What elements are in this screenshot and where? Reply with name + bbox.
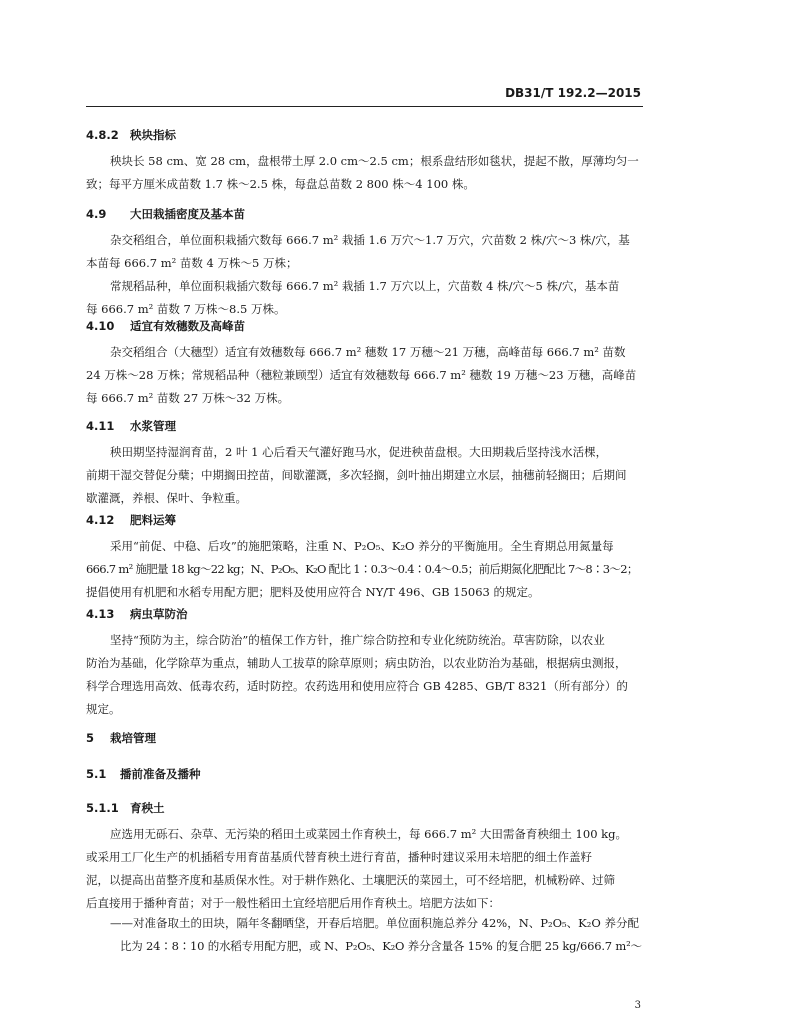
section-number: 4.8.2 [86,128,119,142]
section-number: 5.1 [86,767,107,781]
section-number: 5 [86,731,95,745]
section-title: 秧块指标 [130,128,176,142]
paragraph-4-13 [86,629,643,721]
heading-4-12 [86,512,176,528]
section-title: 播前准备及播种 [120,767,201,781]
section-number: 4.12 [86,513,115,527]
paragraph-4-10 [86,341,643,410]
paragraph-4-11 [86,441,643,510]
heading-5 [86,730,156,746]
heading-4-11 [86,418,176,434]
text-line: 每 666.7 m² 苗数 27 万株～32 万株。 [86,391,290,405]
heading-4-8-2 [86,127,176,143]
text-line: 泥，以提高出苗整齐度和基质保水性。对于耕作熟化、土壤肥沃的菜园土，可不经培肥，机械粉碎、过筛 [86,873,615,887]
section-title: 大田栽插密度及基本苗 [130,207,245,221]
text-line: 杂交稻组合，单位面积栽插穴数每 666.7 m² 栽插 1.6 万穴～1.7 万穴，穴苗数 2 株/穴～3 株/穴，基 [110,233,630,247]
text-line: 杂交稻组合（大穗型）适宜有效穗数每 666.7 m² 穗数 17 万穗～21 万穗，高峰苗每 666.7 m² 苗数 [110,345,626,359]
text-line: 秧田期坚持湿润育苗，2 叶 1 心后看天气灌好跑马水，促进秧苗盘根。大田期栽后坚持浅水活棵， [110,445,608,459]
text-line: 每 666.7 m² 苗数 7 万株～8.5 万株。 [86,302,286,316]
text-line: 666.7 m² 施肥量 18 kg～22 kg；N、P₂O₅、K₂O 配比 1∶0.3～0.4∶0.4～0.5；前后期氮化肥配比 7～8∶3～2； [86,562,638,576]
document-code: DB31/T 192.2—2015 [505,86,641,100]
section-number: 4.13 [86,607,115,621]
section-title: 栽培管理 [110,731,156,745]
list-item: ——对准备取土的田块，隔年冬翻晒垡，开春后培肥。单位面积施总养分 42%，N、P₂O₅、K₂O 养分配 [110,916,639,930]
text-line: 采用“前促、中稳、后攻”的施肥策略，注重 N、P₂O₅、K₂O 养分的平衡施用。全生育期总用氮量每 [110,539,614,553]
text-line: 后直接用于播种育苗；对于一般性稻田土宜经培肥后用作育秧土。培肥方法如下： [86,896,500,910]
text-line: 防治为基础，化学除草为重点，辅助人工拔草的除草原则；病虫防治，以农业防治为基础，根据病虫测报， [86,656,627,670]
page-number: 3 [634,1000,641,1011]
text-line: 坚持“预防为主，综合防治”的植保工作方针，推广综合防控和专业化统防统治。草害防除，以农业 [110,633,605,647]
section-number: 4.11 [86,419,115,433]
section-title: 育秧土 [130,801,165,815]
text-line: 或采用工厂化生产的机插稻专用育苗基质代替育秧土进行育苗，播种时建议采用未培肥的细土作盖籽 [86,850,592,864]
text-line: 致；每平方厘米成苗数 1.7 株～2.5 株，每盘总苗数 2 800 株～4 100 株。 [86,177,475,191]
text-line: 提倡使用有机肥和水稻专用配方肥；肥料及使用应符合 NY/T 496、GB 15063 的规定。 [86,585,540,599]
text-line: 前期干湿交替促分蘖；中期搁田控苗，间歇灌溉，多次轻搁，剑叶抽出期建立水层，抽穗前轻搁田；后期间 [86,468,627,482]
paragraph-4-8-2 [86,150,643,196]
paragraph-4-12 [86,535,643,604]
section-title: 水浆管理 [130,419,176,433]
section-title: 病虫草防治 [130,607,188,621]
text-line: 本苗每 666.7 m² 苗数 4 万株～5 万株； [86,256,298,270]
section-number: 4.9 [86,207,107,221]
text-line: 比为 24∶8∶10 的水稻专用配方肥，或 N、P₂O₅、K₂O 养分含量各 15% 的复合肥 25 kg/666.7 m²～ [120,939,642,953]
paragraph-4-9 [86,229,643,321]
header-rule [86,106,643,107]
text-line: 24 万株～28 万株；常规稻品种（穗粒兼顾型）适宜有效穗数每 666.7 m² 穗数 19 万穗～23 万穗，高峰苗 [86,368,637,382]
heading-5-1 [86,766,201,782]
section-number: 4.10 [86,319,115,333]
heading-4-10 [86,318,245,334]
heading-4-13 [86,606,188,622]
heading-4-9 [86,206,245,222]
heading-5-1-1 [86,800,165,816]
text-line: 歇灌溉，养根、保叶、争粒重。 [86,491,247,505]
section-number: 5.1.1 [86,801,119,815]
text-line: 常规稻品种，单位面积栽插穴数每 666.7 m² 栽插 1.7 万穴以上，穴苗数 4 株/穴～5 株/穴，基本苗 [110,279,620,293]
text-line: 科学合理选用高效、低毒农药，适时防控。农药选用和使用应符合 GB 4285、GB/T 8321（所有部分）的 [86,679,628,693]
text-line: 规定。 [86,702,121,716]
section-title: 肥料运筹 [130,513,176,527]
text-line: 秧块长 58 cm、宽 28 cm，盘根带土厚 2.0 cm～2.5 cm；根系盘结形如毯状，提起不散，厚薄均匀一 [110,154,639,168]
text-line: 应选用无砾石、杂草、无污染的稻田土或菜园土作育秧土，每 666.7 m² 大田需备育秧细土 100 kg。 [110,827,627,841]
paragraph-5-1-1 [86,823,643,958]
section-title: 适宜有效穗数及高峰苗 [130,319,245,333]
